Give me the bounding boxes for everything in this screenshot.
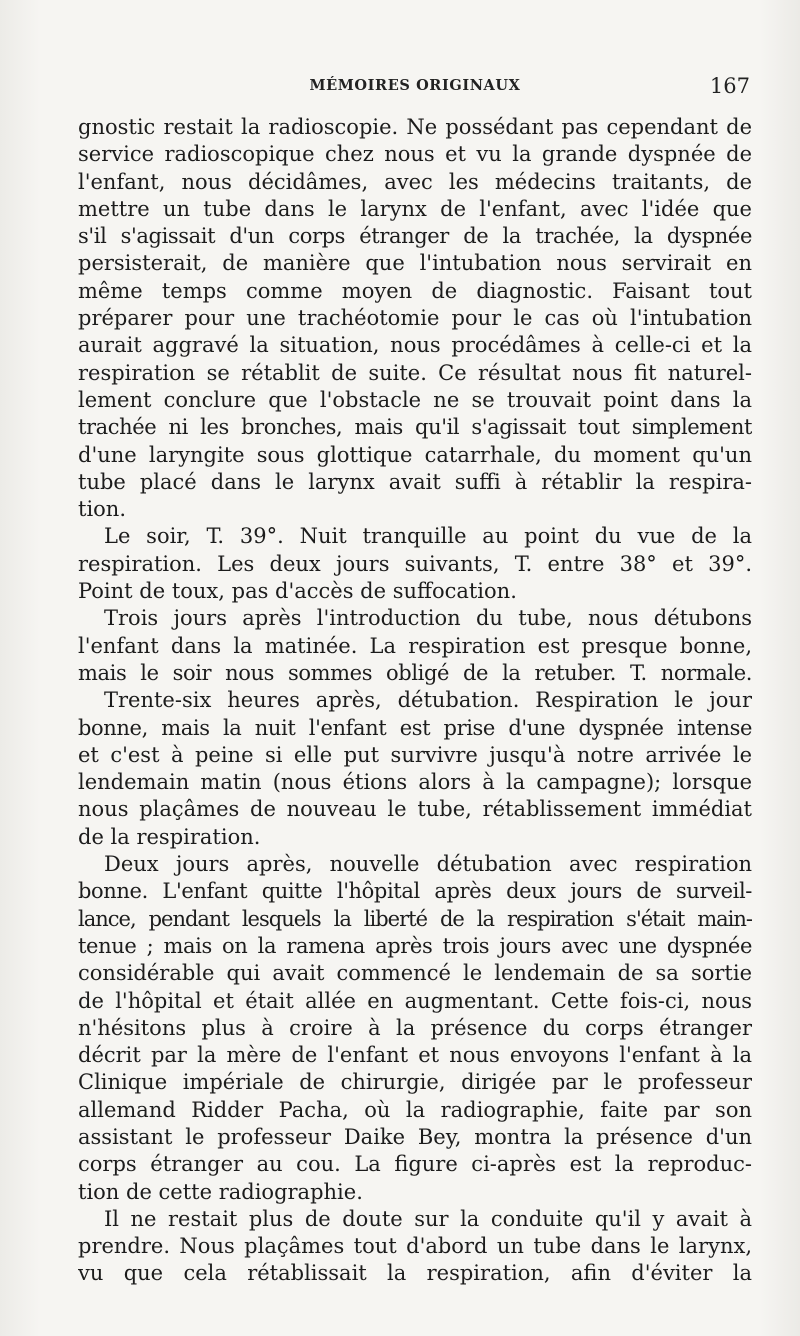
text-line: s'il s'agissait d'un corps étranger de la trachée, la dyspnée: [78, 224, 752, 249]
text-line: Clinique impériale de chirurgie, dirigée par le professeur: [78, 1070, 752, 1095]
text-line: de la respiration.: [78, 824, 261, 849]
text-line: vu que cela rétablissait la respiration, afin d'éviter la: [78, 1261, 752, 1286]
text-line: persisterait, de manière que l'intubation nous servirait en: [78, 251, 752, 276]
text-line: Trente-six heures après, détubation. Respiration le jour: [104, 688, 752, 713]
text-line: assistant le professeur Daike Bey, montra la présence d'un: [78, 1124, 752, 1149]
text-line: lance, pendant lesquels la liberté de la respiration s'était main-: [78, 906, 752, 931]
text-line: lendemain matin (nous étions alors à la campagne); lorsque: [78, 770, 752, 795]
paragraph: [78, 523, 752, 605]
text-line: Il ne restait plus de doute sur la conduite qu'il y avait à: [104, 1206, 752, 1231]
text-line: service radioscopique chez nous et vu la grande dyspnée de: [78, 142, 752, 167]
text-line: tube placé dans le larynx avait suffi à rétablir la respira-: [78, 469, 752, 494]
body-text: [78, 114, 752, 1288]
text-line: Point de toux, pas d'accès de suffocation.: [78, 579, 517, 604]
text-line: d'une laryngite sous glottique catarrhale, du moment qu'un: [78, 442, 752, 467]
text-line: même temps comme moyen de diagnostic. Faisant tout: [78, 278, 752, 303]
paragraph: [78, 687, 752, 851]
text-line: lement conclure que l'obstacle ne se trouvait point dans la: [78, 387, 752, 412]
text-line: bonne, mais la nuit l'enfant est prise d'une dyspnée intense: [78, 715, 752, 740]
text-line: nous plaçâmes de nouveau le tube, rétablissement immédiat: [78, 797, 752, 822]
text-line: considérable qui avait commencé le lendemain de sa sortie: [78, 961, 752, 986]
text-line: respiration. Les deux jours suivants, T. entre 38° et 39°.: [78, 551, 752, 576]
paragraph: [78, 114, 752, 523]
text-line: gnostic restait la radioscopie. Ne possédant pas cependant de: [78, 115, 752, 139]
text-line: mettre un tube dans le larynx de l'enfant, avec l'idée que: [78, 196, 752, 221]
text-line: préparer pour une trachéotomie pour le cas où l'intubation: [78, 306, 752, 331]
text-line: Le soir, T. 39°. Nuit tranquille au point du vue de la: [104, 524, 752, 549]
text-line: aurait aggravé la situation, nous procédâmes à celle-ci et la: [78, 333, 752, 358]
text-line: tion.: [78, 497, 126, 522]
text-line: prendre. Nous plaçâmes tout d'abord un tube dans le larynx,: [78, 1234, 752, 1259]
text-line: Deux jours après, nouvelle détubation avec respiration: [104, 852, 752, 877]
text-line: Trois jours après l'introduction du tube, nous détubons: [104, 606, 752, 631]
text-line: bonne. L'enfant quitte l'hôpital après deux jours de surveil-: [78, 879, 752, 904]
text-line: allemand Ridder Pacha, où la radiographie, faite par son: [78, 1097, 752, 1122]
paragraph: [78, 851, 752, 1206]
text-line: l'enfant dans la matinée. La respiration est presque bonne,: [78, 633, 752, 658]
text-line: de l'hôpital et était allée en augmentant. Cette fois-ci, nous: [78, 988, 752, 1013]
running-title: MÉMOIRES ORIGINAUX: [309, 77, 521, 94]
text-line: et c'est à peine si elle put survivre jusqu'à notre arrivée le: [78, 742, 752, 767]
page-number: 167: [709, 74, 750, 98]
text-line: corps étranger au cou. La figure ci-après est la reproduc-: [78, 1152, 752, 1177]
text-line: mais le soir nous sommes obligé de la retuber. T. normale.: [78, 660, 752, 685]
text-line: tion de cette radiographie.: [78, 1179, 363, 1204]
text-line: décrit par la mère de l'enfant et nous envoyons l'enfant à la: [78, 1043, 752, 1068]
text-line: tenue ; mais on la ramena après trois jours avec une dyspnée: [78, 933, 752, 958]
paragraph: [78, 1206, 752, 1288]
text-line: l'enfant, nous décidâmes, avec les médecins traitants, de: [78, 169, 752, 194]
text-line: n'hésitons plus à croire à la présence du corps étranger: [78, 1015, 752, 1040]
text-line: trachée ni les bronches, mais qu'il s'agissait tout simplement: [78, 415, 752, 440]
text-line: respiration se rétablit de suite. Ce résultat nous fit naturel-: [78, 360, 752, 385]
page-header: [78, 74, 752, 98]
paragraph: [78, 605, 752, 687]
